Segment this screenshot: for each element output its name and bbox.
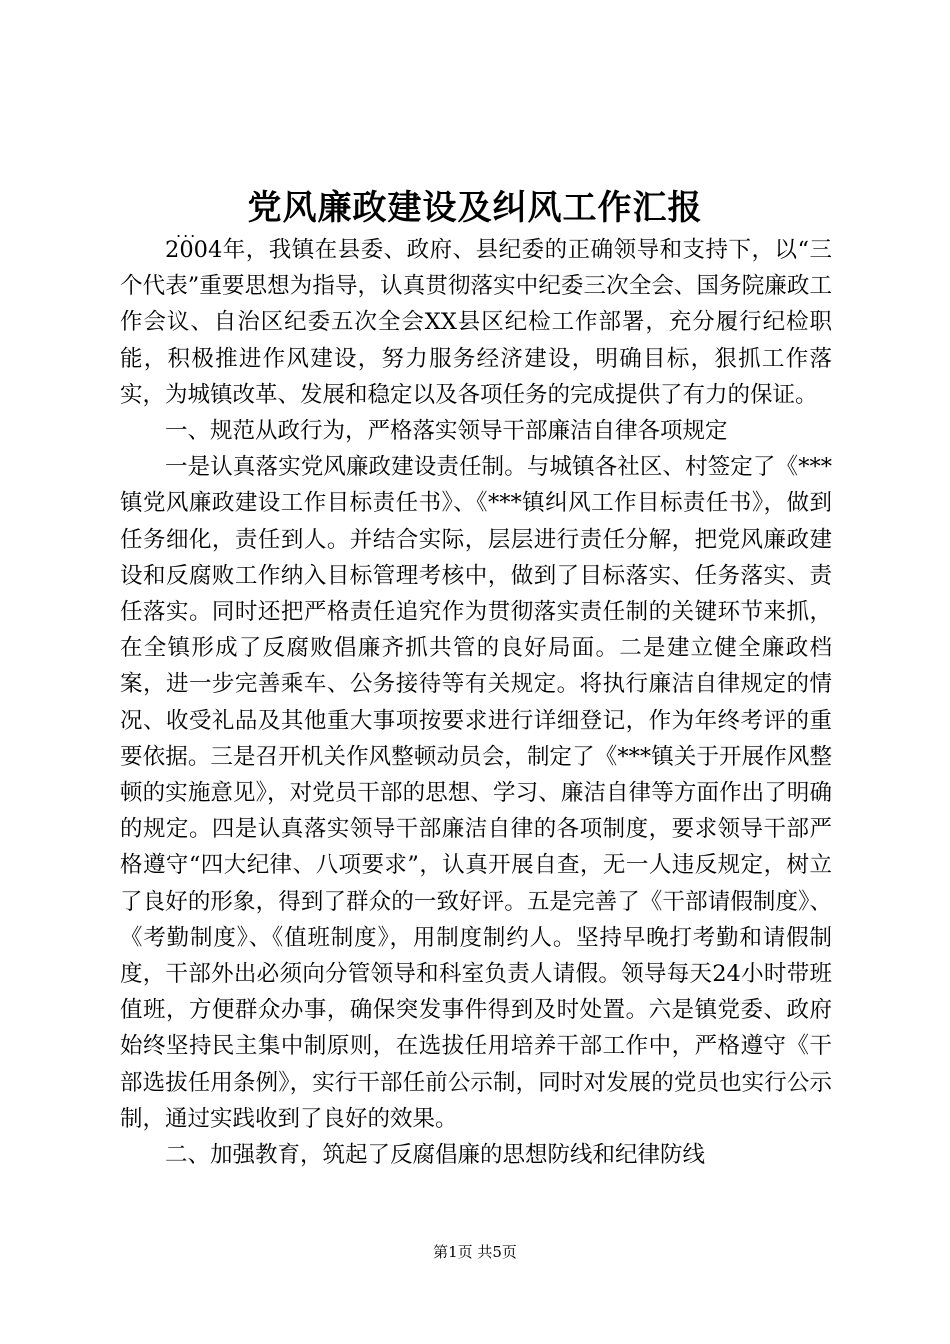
ellipsis-mark: ... [176, 222, 198, 241]
document-body [120, 232, 832, 1173]
section-heading-1: 一、规范从政行为，严格落实领导干部廉洁自律各项规定 [165, 418, 728, 445]
section-heading-2: 二、加强教育，筑起了反腐倡廉的思想防线和纪律防线 [165, 1142, 706, 1169]
paragraph-section-1: 一是认真落实党风廉政建设责任制。与城镇各社区、村签定了《***镇党风廉政建设工作目标责任书》、《***镇纠风工作目标责任书》，做到任务细化，责任到人。并结合实际，层层进行责任分解，把党风廉政建设和反腐败工作纳入目标管理考核中，做到了目标落实、任务落实、责任落实。同时还把严格责任追究作为贯彻落实责任制的关键环节来抓，在全镇形成了反腐败倡廉齐抓共管的良好局面。二是建立健全廉政档案，进一步完善乘车、公务接待等有关规定。将执行廉洁自律规定的情况、收受礼品及其他重大事项按要求进行详细登记，作为年终考评的重要依据。三是召开机关作风整顿动员会，制定了《***镇关于开展作风整顿的实施意见》，对党员干部的思想、学习、廉洁自律等方面作出了明确的规定。四是认真落实领导干部廉洁自律的各项制度，要求领导干部严格遵守“四大纪律、八项要求”，认真开展自查，无一人违反规定，树立了良好的形象，得到了群众的一致好评。五是完善了《干部请假制度》、《考勤制度》、《值班制度》，用制度制约人。坚持早晚打考勤和请假制度，干部外出必须向分管领导和科室负责人请假。领导每天24小时带班值班，方便群众办事，确保突发事件得到及时处置。六是镇党委、政府始终坚持民主集中制原则，在选拔任用培养干部工作中，严格遵守《干部选拔任用条例》，实行干部任前公示制，同时对发展的党员也实行公示制，通过实践收到了良好的效果。 [120, 454, 832, 1132]
page-footer: 第1页 共5页 [433, 1243, 517, 1261]
paragraph-intro: 2004年，我镇在县委、政府、县纪委的正确领导和支持下，以“三个代表”重要思想为指导，认真贯彻落实中纪委三次全会、国务院廉政工作会议、自治区纪委五次全会XX县区纪检工作部署，充分履行纪检职能，积极推进作风建设，努力服务经济建设，明确目标，狠抓工作落实，为城镇改革、发展和稳定以及各项任务的完成提供了有力的保证。 [120, 237, 832, 408]
document-title: 党风廉政建设及纠风工作汇报 [247, 188, 703, 228]
